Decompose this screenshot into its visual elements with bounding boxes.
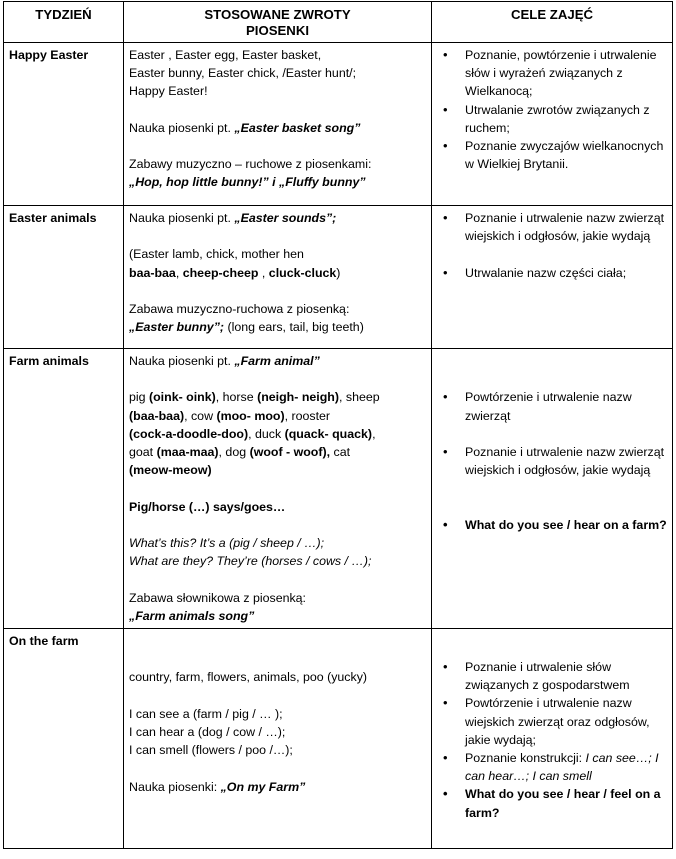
- construction-line: I can hear a (dog / cow / …);: [129, 724, 286, 739]
- vocab-line: Easter bunny, Easter chick, /Easter hunt/;: [129, 66, 357, 81]
- animals-sounds-line: [129, 425, 426, 443]
- song-title: „Easter sounds”;: [234, 211, 337, 225]
- goal-item: • Poznanie zwyczajów wielkanocnych w Wielkiej Brytanii.: [465, 137, 667, 173]
- goals-list: [437, 658, 667, 822]
- phrases-cell: [124, 43, 432, 206]
- goal-construction: I can see…;: [585, 751, 652, 765]
- week-cell: Farm animals: [4, 349, 124, 629]
- sound: (moo- moo): [216, 408, 285, 423]
- phrases-cell: [124, 349, 432, 629]
- game-intro: Zabawa muzyczno-ruchowa z piosenką:: [129, 301, 350, 316]
- sep: ,: [175, 265, 183, 280]
- games-songs: „Hop, hop little bunny!” i „Fluffy bunny”: [129, 175, 366, 190]
- header-phrases: [124, 2, 432, 43]
- header-row: [4, 2, 673, 43]
- goal-construction: I can hear…; I can smell: [465, 751, 659, 784]
- header-week: TYDZIEŃ: [4, 2, 124, 43]
- sound: (oink- oink): [148, 390, 216, 405]
- song-title: „Farm animal”: [234, 354, 320, 368]
- goal-item: • Utrwalanie zwrotów związanych z ruchem;: [465, 101, 667, 137]
- song-title: „Easter basket song”: [234, 120, 361, 135]
- animals-sounds-line: [129, 407, 426, 425]
- goal-item: • Poznanie i utrwalenie słów związanych z gospodarstwem: [465, 658, 667, 694]
- goals-list: [437, 209, 667, 282]
- goals-list: [437, 388, 667, 534]
- song-line: [129, 119, 426, 137]
- goals-cell: [432, 628, 673, 848]
- song-intro: Nauka piosenki pt.: [129, 120, 235, 135]
- phrases-cell: [124, 206, 432, 349]
- header-phrases-line2: PIOSENKI: [245, 23, 310, 38]
- goals-list: [437, 46, 667, 173]
- goals-cell: [432, 349, 673, 629]
- table-row: [4, 43, 673, 206]
- goal-item: • What do you see / hear / feel on a farm?: [465, 785, 667, 821]
- animal: pig: [129, 390, 149, 405]
- sep: ,: [372, 426, 376, 441]
- says-line: Pig/horse (…) says/goes…: [129, 499, 286, 514]
- vocab-line: country, farm, flowers, animals, poo (yucky): [129, 670, 368, 685]
- goal-item: • Poznanie i utrwalenie nazw zwierząt wiejskich i odgłosów, jakie wydają: [465, 209, 667, 245]
- vocab-line: Easter , Easter egg, Easter basket,: [129, 48, 322, 62]
- animals-sounds-line: [129, 388, 426, 406]
- week-cell: On the farm: [4, 628, 124, 848]
- goal-item: • Poznanie, powtórzenie i utrwalenie słów i wyrażeń związanych z Wielkanocą;: [465, 46, 667, 101]
- week-cell: Happy Easter: [4, 43, 124, 206]
- vocab-intro: Zabawa słownikowa z piosenką:: [129, 590, 307, 605]
- question-line: What’s this? It’s a (pig / sheep / …);: [129, 535, 325, 550]
- construction-line: I can see a (farm / pig / … );: [129, 706, 283, 721]
- phrases-cell: [124, 628, 432, 848]
- goal-item: • Utrwalanie nazw części ciała;: [465, 264, 667, 282]
- animal: , horse: [215, 390, 258, 405]
- song-line: [129, 209, 426, 227]
- games-intro: Zabawy muzyczno – ruchowe z piosenkami:: [129, 157, 372, 172]
- table-row: [4, 349, 673, 629]
- sound: (cock-a-doodle-doo): [129, 426, 249, 441]
- goal-item: • What do you see / hear on a farm?: [465, 516, 667, 534]
- goals-cell: [432, 43, 673, 206]
- sound: (baa-baa): [129, 408, 185, 423]
- goals-cell: [432, 206, 673, 349]
- animal: , cow: [184, 408, 217, 423]
- sound: (neigh- neigh): [257, 390, 339, 405]
- vocab-line: Happy Easter!: [129, 84, 208, 99]
- animal: , dog: [218, 445, 250, 459]
- sound: cluck-cluck: [268, 265, 337, 280]
- table-row: [4, 206, 673, 349]
- header-goals: CELE ZAJĘĆ: [432, 2, 673, 43]
- animal: , rooster: [284, 408, 331, 423]
- sound: (maa-maa): [156, 445, 219, 459]
- goal-intro: Poznanie konstrukcji:: [465, 751, 586, 765]
- construction-line: I can smell (flowers / poo /…);: [129, 743, 293, 758]
- goal-item: • Poznanie i utrwalenie nazw zwierząt wiejskich i odgłosów, jakie wydają: [465, 443, 667, 479]
- sound: baa-baa: [129, 265, 176, 280]
- sep: ,: [258, 265, 269, 280]
- game-rest: (long ears, tail, big teeth): [224, 320, 364, 335]
- table-row: [4, 628, 673, 848]
- sound: (quack- quack): [284, 426, 373, 441]
- goal-item: • Powtórzenie i utrwalenie nazw wiejskich zwierząt oraz odgłosów, jakie wydają;: [465, 694, 667, 749]
- sound: (woof - woof),: [249, 445, 331, 459]
- game-line: [129, 318, 426, 336]
- lesson-plan-table: [3, 1, 673, 849]
- animals-sounds-line: [129, 443, 426, 461]
- goal-item: • Powtórzenie i utrwalenie nazw zwierząt: [465, 388, 667, 424]
- animal: , duck: [248, 426, 285, 441]
- sound: cheep-cheep: [182, 265, 259, 280]
- animals-line: (Easter lamb, chick, mother hen: [129, 247, 304, 262]
- sound: (meow-meow): [129, 463, 212, 478]
- animal: cat: [330, 445, 351, 459]
- question-line: What are they? They’re (horses / cows / …);: [129, 554, 372, 569]
- animal: goat: [129, 445, 157, 459]
- song-title: „On my Farm”: [220, 779, 306, 794]
- goal-item: [465, 749, 667, 785]
- song-intro: Nauka piosenki pt.: [129, 354, 235, 368]
- song-line: [129, 352, 426, 370]
- sep: ): [336, 265, 341, 280]
- song-intro: Nauka piosenki pt.: [129, 211, 235, 225]
- game-song: „Easter bunny”;: [129, 320, 225, 335]
- sounds-line: [129, 264, 426, 282]
- song-line: [129, 778, 426, 796]
- week-cell: Easter animals: [4, 206, 124, 349]
- vocab-song: „Farm animals song”: [129, 608, 255, 623]
- animal: , sheep: [338, 390, 380, 405]
- song-intro: Nauka piosenki:: [129, 779, 221, 794]
- header-phrases-line1: STOSOWANE ZWROTY: [204, 7, 351, 22]
